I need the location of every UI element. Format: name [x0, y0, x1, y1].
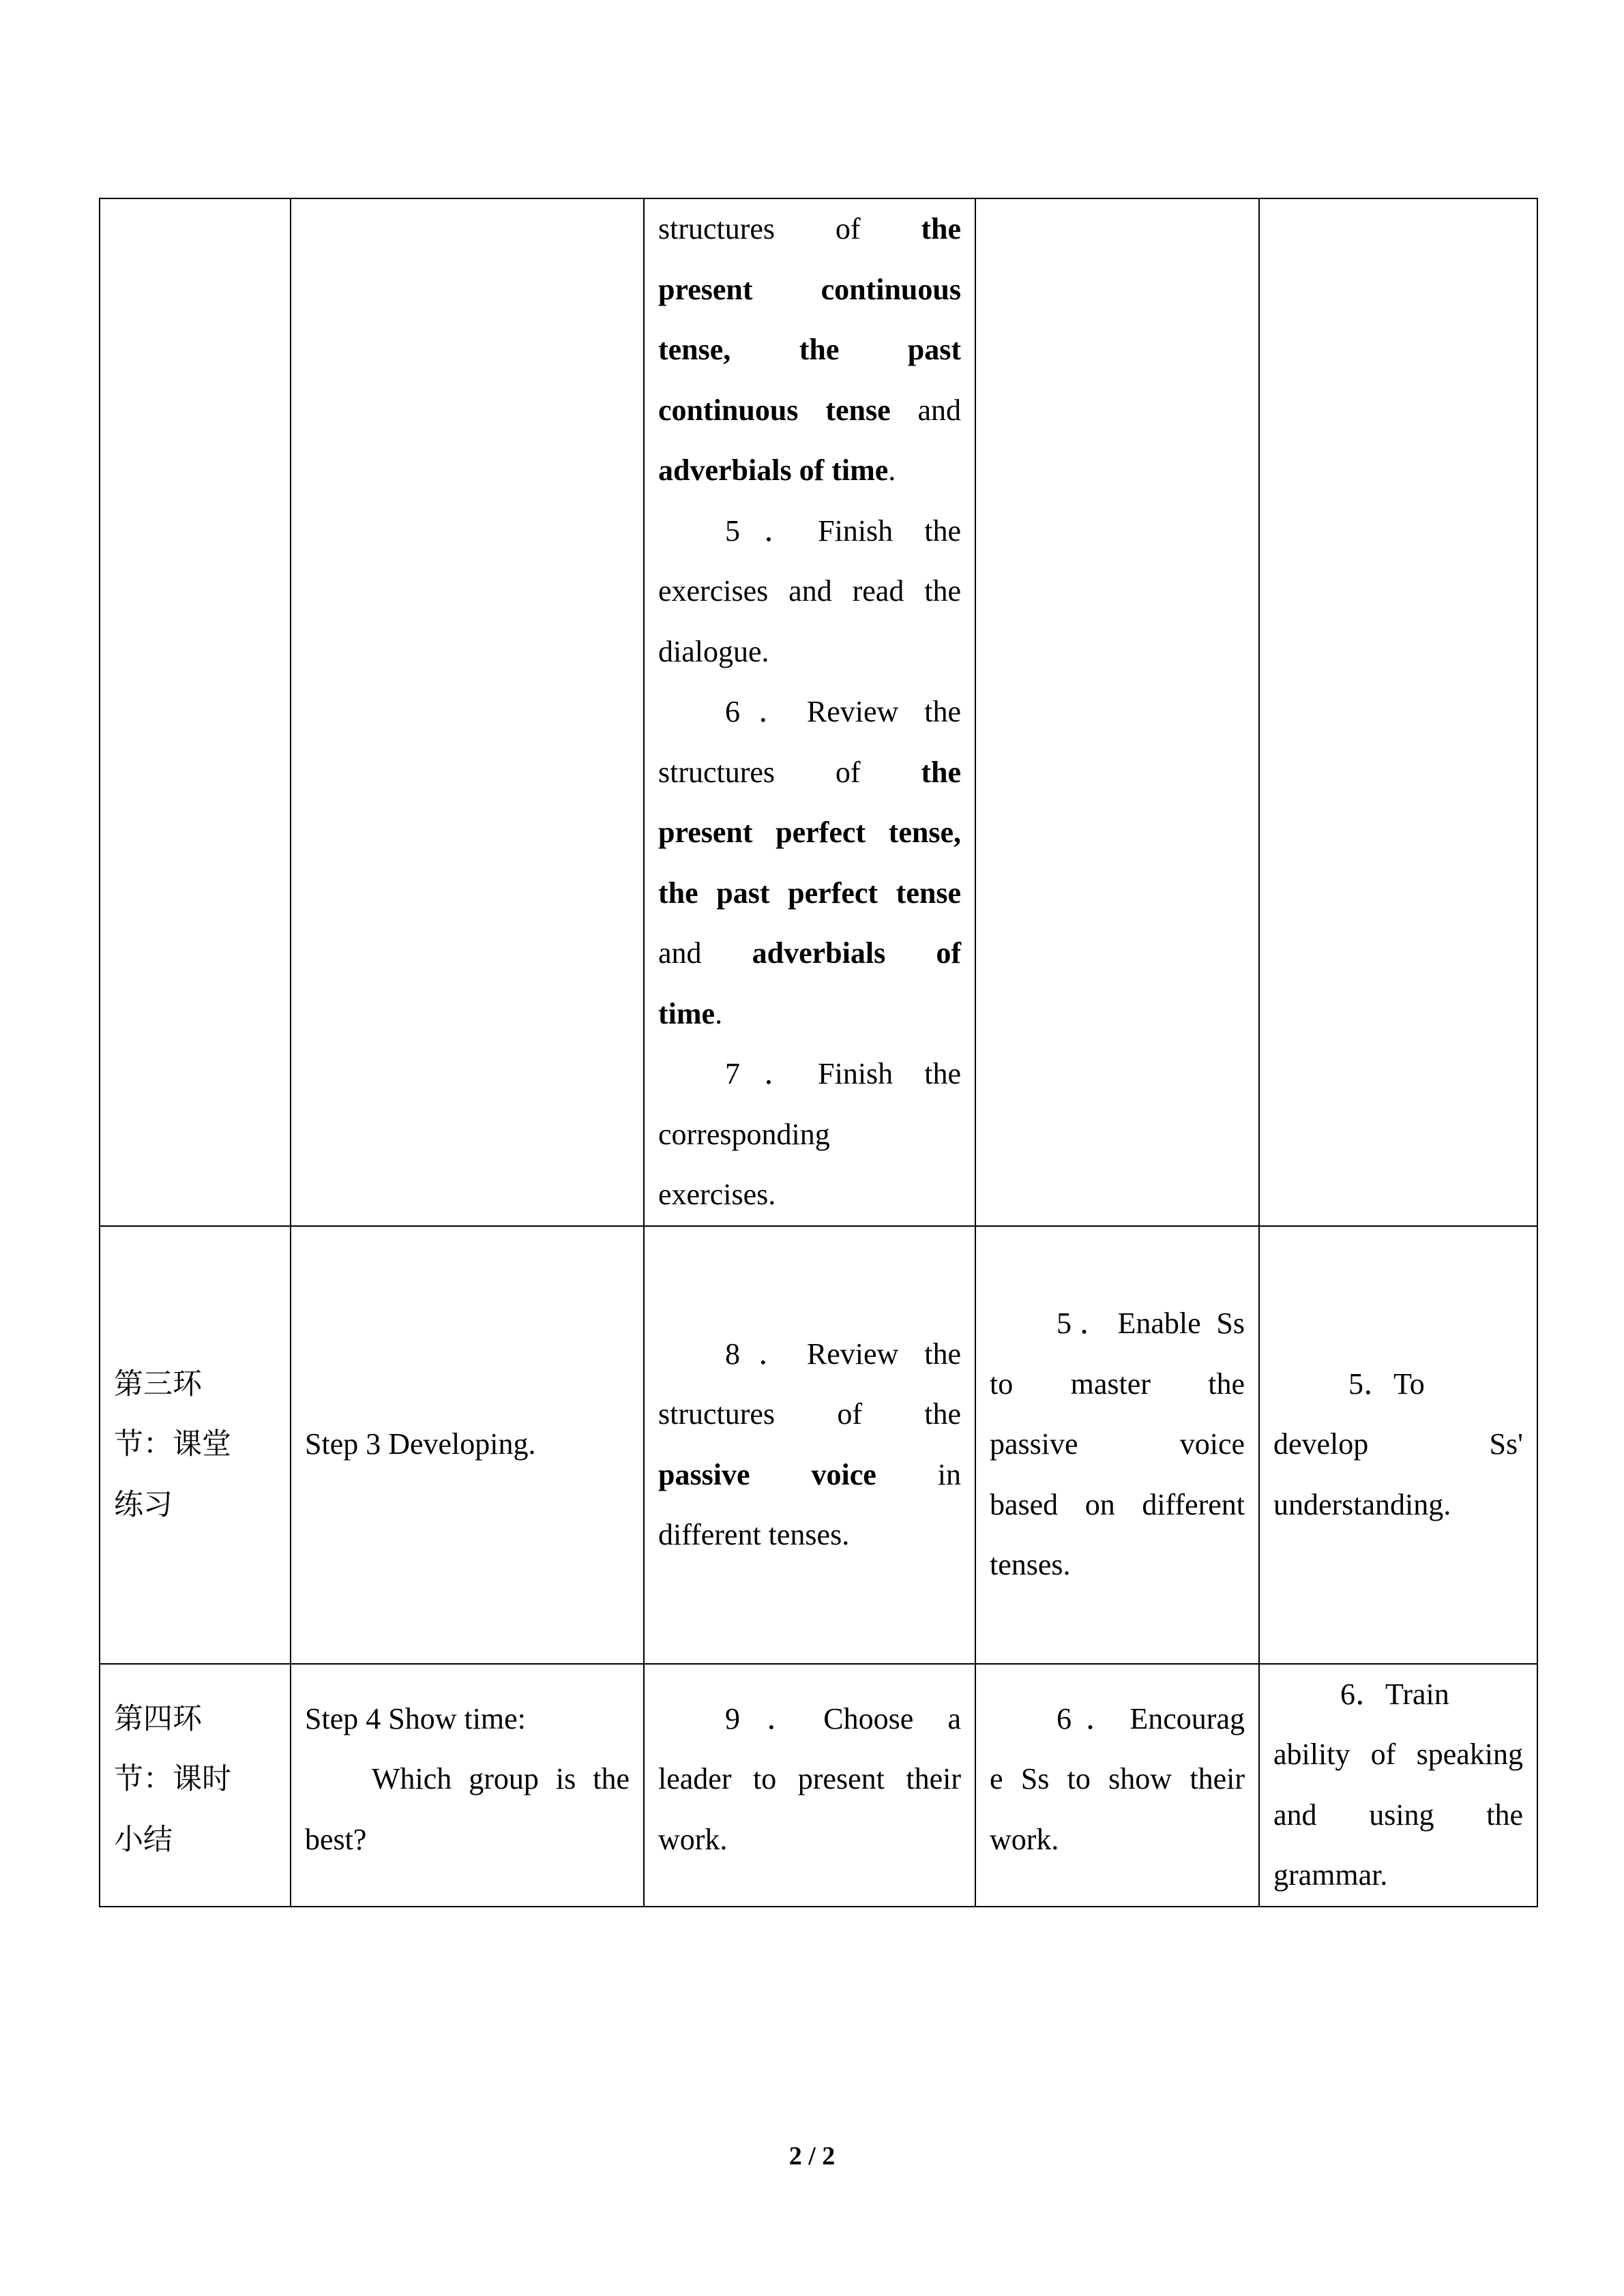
- stage-cell: 第四环 节：课时 小结: [100, 1664, 291, 1907]
- purpose-cell: [975, 198, 1259, 1226]
- goal-cell: 5．To develop Ss' understanding.: [1259, 1226, 1537, 1664]
- purpose-cell: 5．Enable Ss to master the passive voice based on different tenses.: [975, 1226, 1259, 1664]
- step-cell: Step 3 Developing.: [291, 1226, 644, 1664]
- activity-cell: 8．Review the structures of the passive voice in different tenses.: [644, 1226, 975, 1664]
- goal-cell: [1259, 198, 1537, 1226]
- table-row: [100, 1664, 1537, 1907]
- stage-cell: 第三环 节：课堂 练习: [100, 1226, 291, 1664]
- purpose-cell: 6．Encourag e Ss to show their work.: [975, 1664, 1259, 1907]
- table-row: [100, 1226, 1537, 1664]
- step-cell: Step 4 Show time: Which group is the best?: [291, 1664, 644, 1907]
- table-row: [100, 198, 1537, 1226]
- stage-cell: [100, 198, 291, 1226]
- step-cell: [291, 198, 644, 1226]
- lesson-plan-table: [99, 198, 1538, 1907]
- page-number: 2 / 2: [788, 2142, 836, 2171]
- activity-cell: 9．Choose a leader to present their work.: [644, 1664, 975, 1907]
- goal-cell: 6．Train ability of speaking and using the grammar.: [1259, 1664, 1537, 1907]
- activity-cell: structures of the present continuous tense, the past continuous tense and adverbials of time. 5．Finish the exercises and read the dialogue. 6．Review the structures of the present perfect tense, the past perfect tense and adverbials of time. 7．Finish the corresponding exercises.: [644, 198, 975, 1226]
